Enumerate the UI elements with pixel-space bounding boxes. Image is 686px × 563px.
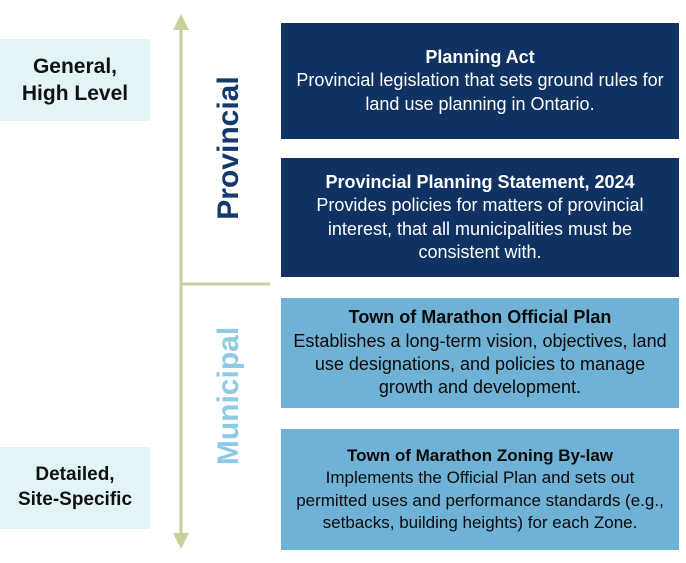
arrow-down-icon [173,533,189,549]
box-description: Provides policies for matters of provincial interest, that all municipalities must be consistent with. [316,195,644,262]
zoning-bylaw-box [281,429,679,550]
official-plan-box [281,298,679,408]
municipal-level-label: Municipal [212,326,245,466]
box-description: Implements the Official Plan and sets out permitted uses and performance standards (e.g., setbacks, building heights) for each Zone. [296,468,664,532]
arrow-up-icon [173,14,189,30]
provincial-level-label: Provincial [212,76,245,220]
detailed-site-specific-label: Detailed, Site-Specific [0,447,150,529]
general-high-level-label: General, High Level [0,39,150,121]
provincial-planning-statement-box [281,158,679,277]
box-title: Town of Marathon Official Plan [348,307,612,328]
box-description: Provincial legislation that sets ground rules for land use planning in Ontario. [296,70,664,114]
box-title: Planning Act [425,46,535,67]
planning-act-box [281,23,679,139]
box-title: Town of Marathon Zoning By-law [347,446,613,466]
box-description: Establishes a long-term vision, objectives, land use designations, and policies to manage growth and development. [293,330,667,398]
box-title: Provincial Planning Statement, 2024 [325,171,635,192]
